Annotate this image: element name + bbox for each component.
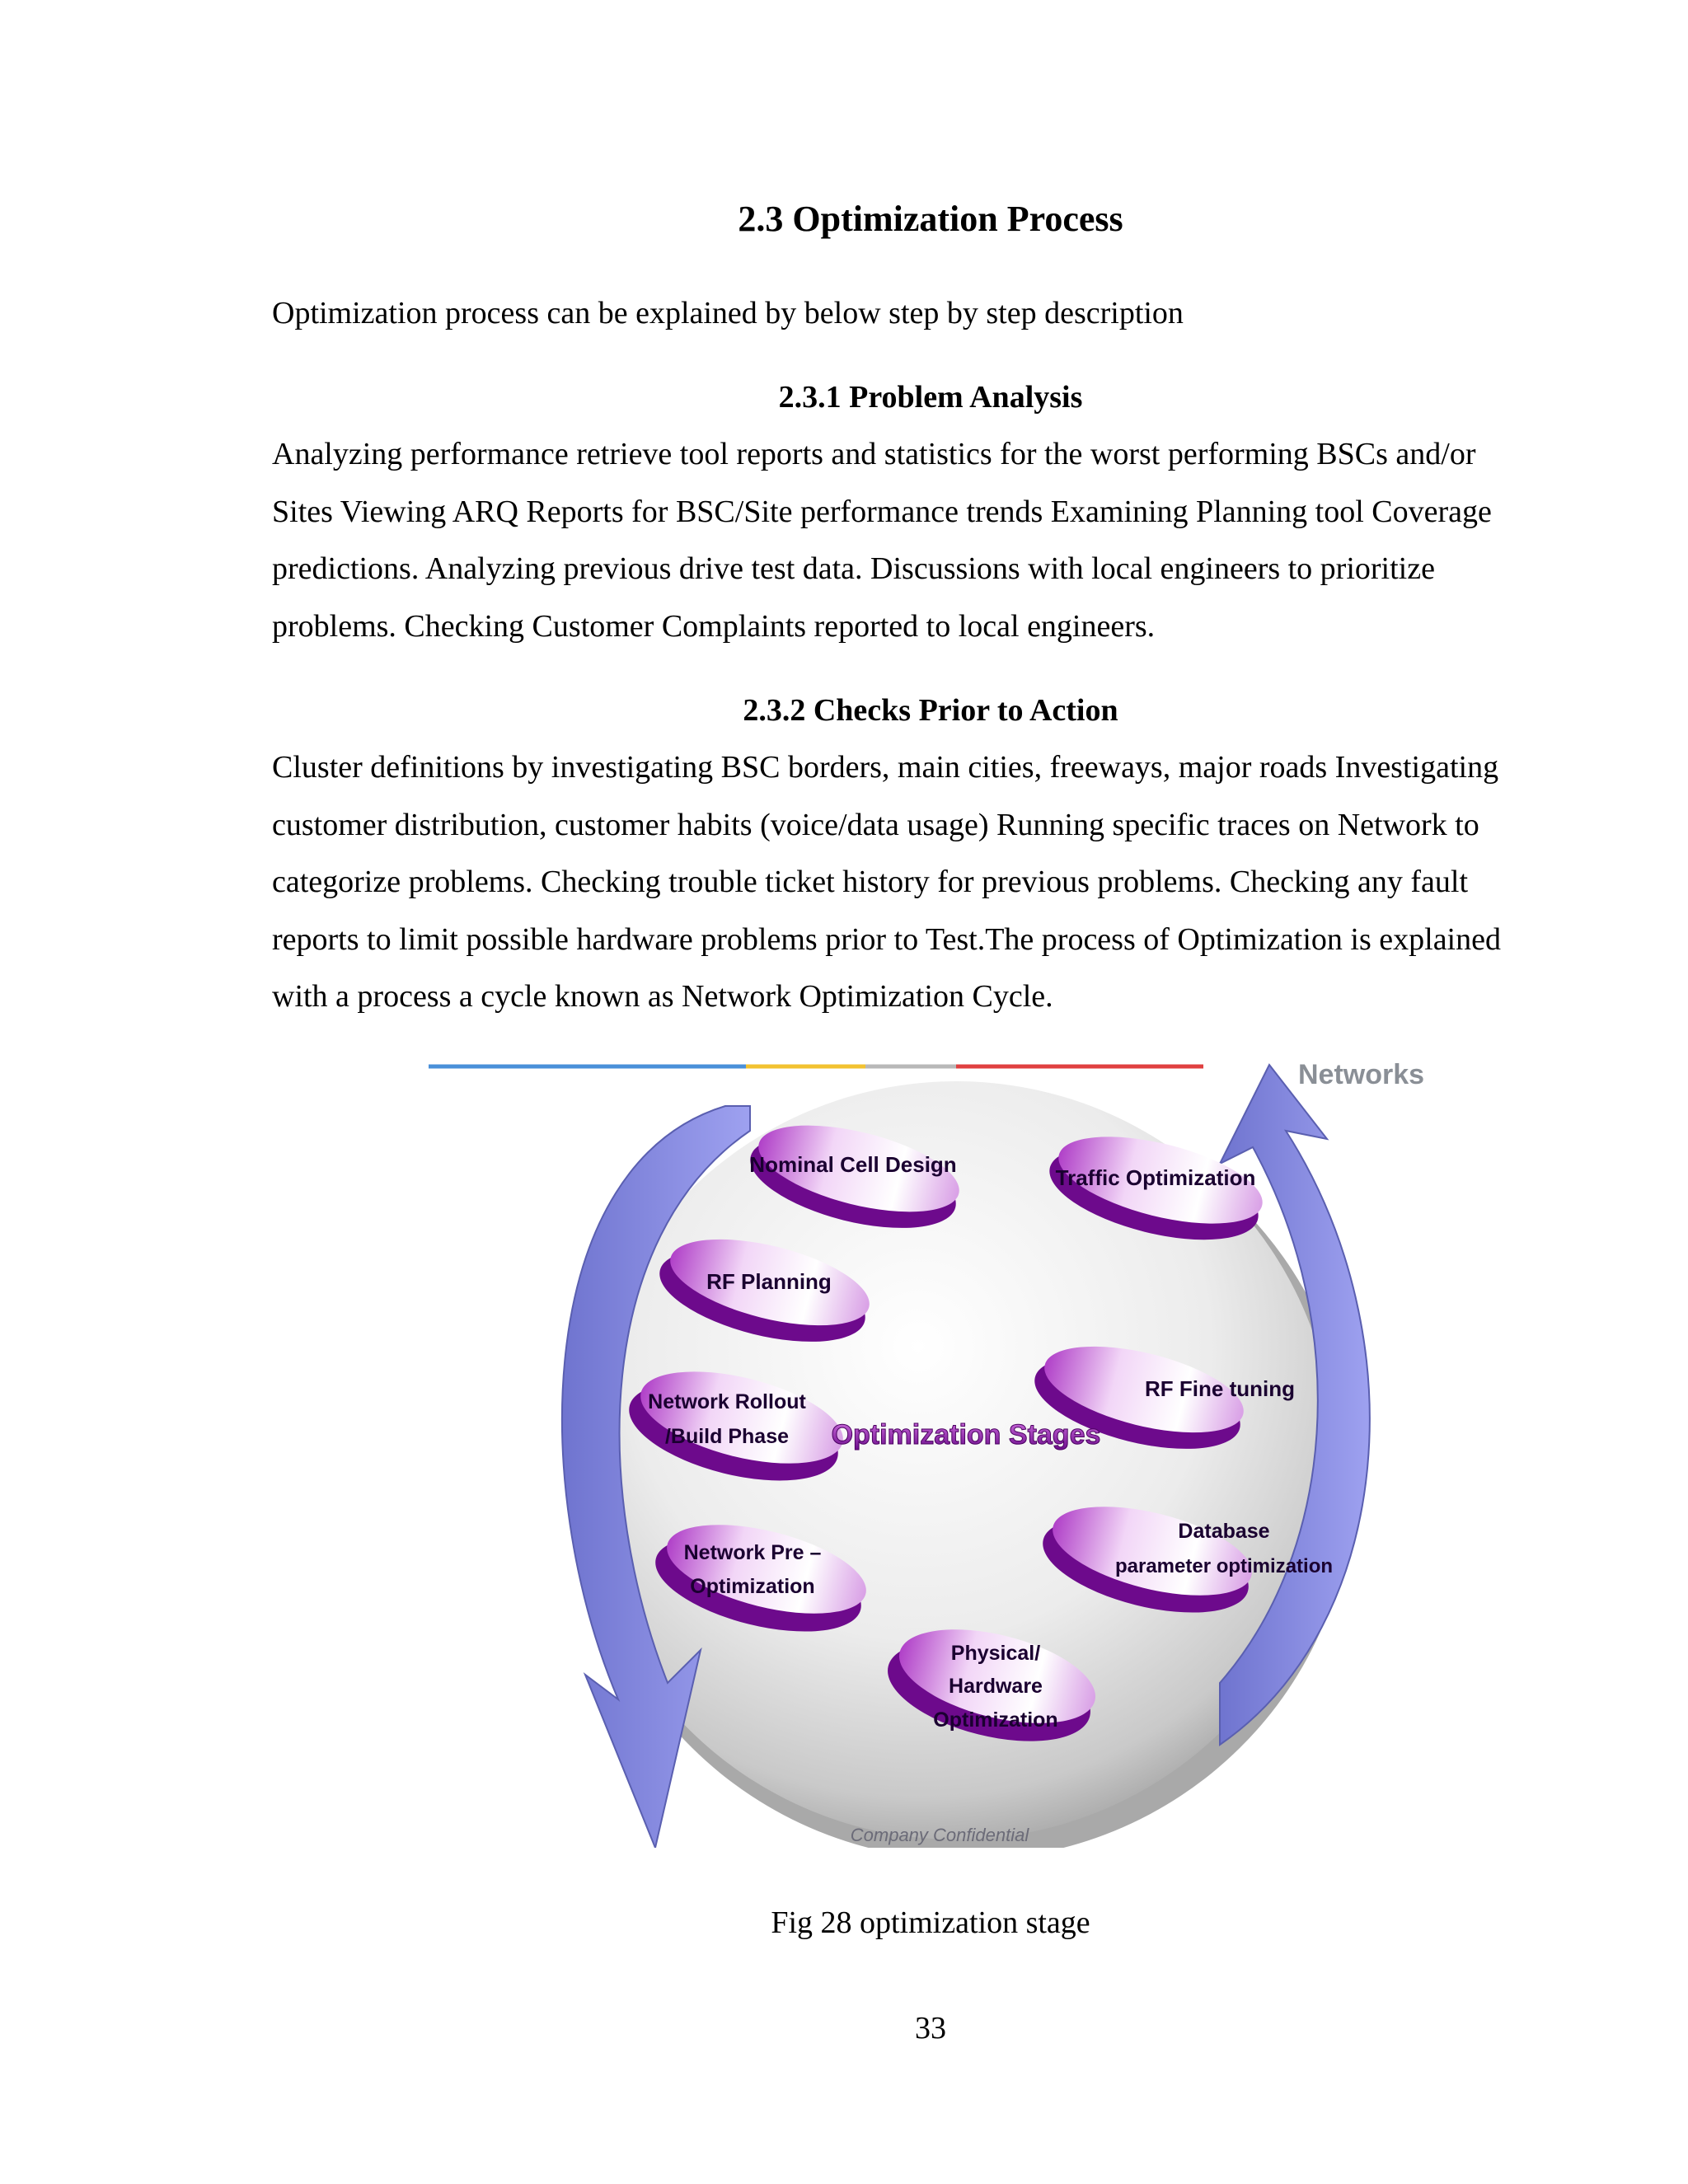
stage-label: Physical/: [950, 1642, 1041, 1665]
optimization-cycle-figure: [429, 1057, 1434, 1848]
paragraph-line: problems. Checking Customer Complaints reported to local engineers.: [272, 608, 1156, 644]
paragraph-line: reports to limit possible hardware problems prior to Test.The process of Optimization is explained: [272, 921, 1501, 957]
brand-networks: Networks: [1298, 1059, 1425, 1090]
checks-prior-paragraph: [272, 739, 1624, 1026]
paragraph-line: categorize problems. Checking trouble ticket history for previous problems. Checking any fault: [272, 865, 1468, 899]
stage-label: Optimization: [690, 1575, 815, 1598]
optimization-cycle-diagram: [429, 1057, 1434, 1848]
stage-label: Hardware: [949, 1675, 1043, 1698]
stage-label: RF Fine tuning: [1145, 1376, 1295, 1401]
paragraph-line: Cluster definitions by investigating BSC borders, main cities, freeways, major roads Investigating: [272, 750, 1499, 785]
intro-text: Optimization process can be explained by below step by step description: [272, 296, 1184, 330]
stage-label: parameter optimization: [1114, 1555, 1334, 1577]
stage-label: RF Planning: [706, 1269, 832, 1294]
paragraph-line: Analyzing performance retrieve tool reports and statistics for the worst performing BSCs and/or: [272, 437, 1476, 471]
stage-label: Network Rollout: [648, 1390, 806, 1413]
paragraph-line: Sites Viewing ARQ Reports for BSC/Site performance trends Examining Planning tool Coverage: [272, 494, 1492, 529]
paragraph-line: with a process a cycle known as Network Optimization Cycle.: [272, 979, 1053, 1014]
problem-analysis-heading: 2.3.1 Problem Analysis: [778, 380, 1083, 415]
section-title: 2.3 Optimization Process: [738, 199, 1123, 239]
problem-analysis-paragraph: [272, 426, 1624, 655]
figure-caption: Fig 28 optimization stage: [771, 1905, 1090, 1940]
stage-label: Database: [1178, 1520, 1270, 1543]
stage-label: Optimization: [933, 1708, 1058, 1732]
stage-label: /Build Phase: [664, 1425, 790, 1448]
checks-prior-heading: 2.3.2 Checks Prior to Action: [743, 693, 1118, 728]
confidential-footer: Company Confidential: [850, 1825, 1029, 1845]
paragraph-line: predictions. Analyzing previous drive test data. Discussions with local engineers to prioritize: [272, 551, 1435, 586]
stage-label: Nominal Cell Design: [749, 1152, 957, 1177]
stage-label: Network Pre –: [683, 1541, 822, 1564]
stage-label: Traffic Optimization: [1055, 1165, 1256, 1190]
center-label: Optimization Stages: [831, 1419, 1101, 1451]
page-number: 33: [915, 2011, 946, 2046]
paragraph-line: customer distribution, customer habits (voice/data usage) Running specific traces on Network to: [272, 807, 1479, 842]
